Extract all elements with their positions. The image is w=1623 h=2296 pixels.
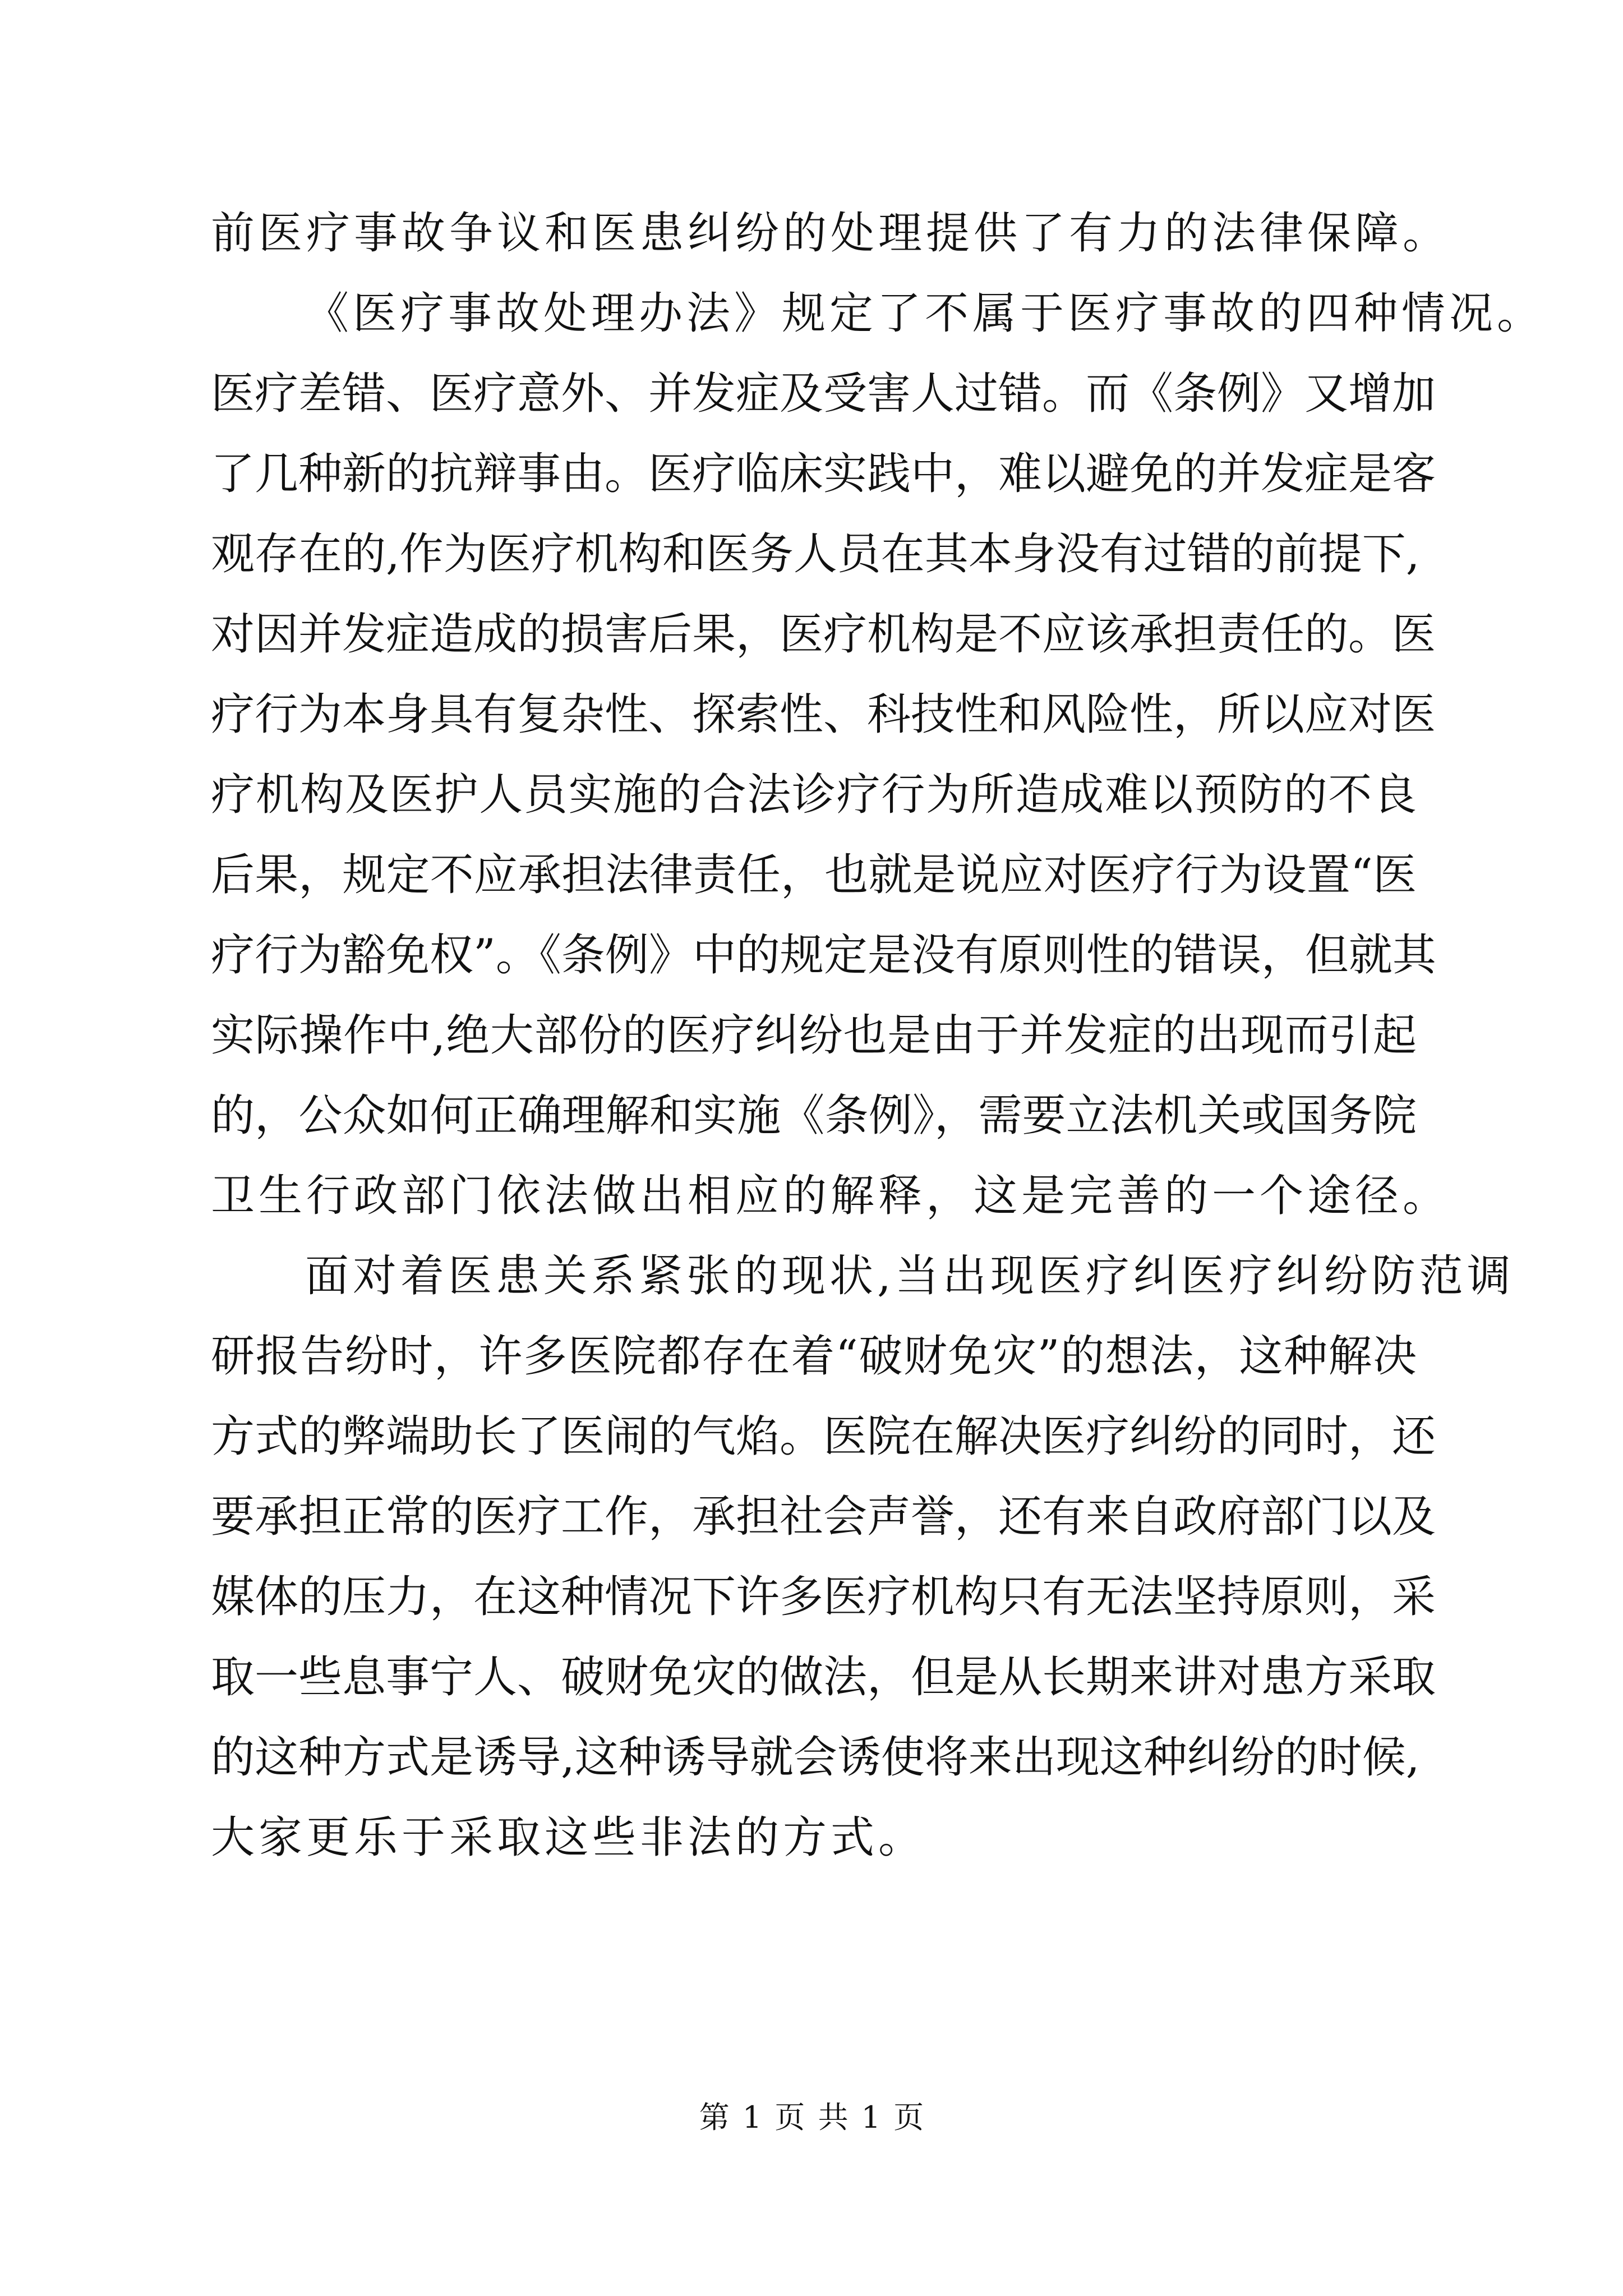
text-line: 媒体的压力，在这种情况下许多医疗机构只有无法坚持原则，采 — [211, 1572, 1436, 1622]
document-body — [211, 194, 1545, 1878]
page-number-text: 第 1 页 共 1 页 — [699, 2100, 924, 2135]
page-footer — [0, 2098, 1623, 2137]
text-line: 疗机构及医护人员实施的合法诊疗行为所造成难以预防的不良 — [211, 770, 1417, 820]
text-line: 研报告纷时，许多医院都存在着“破财免灾”的想法，这种解决 — [211, 1331, 1417, 1382]
paragraph-first-line: 面对着医患关系紧张的现状,当出现医疗纠医疗纠纷防范调 — [305, 1251, 1515, 1301]
text-line: 后果，规定不应承担法律责任，也就是说应对医疗行为设置“医 — [211, 850, 1417, 900]
text-line: 的这种方式是诱导,这种诱导就会诱使将来出现这种纠纷的时候, — [211, 1732, 1420, 1783]
text-line: 对因并发症造成的损害后果，医疗机构是不应该承担责任的。医 — [211, 609, 1436, 660]
text-line: 了几种新的抗辩事由。医疗临床实践中，难以避免的并发症是客 — [211, 449, 1436, 499]
text-line: 卫生行政部门依法做出相应的解释，这是完善的一个途径。 — [211, 1171, 1451, 1221]
paragraph-first-line: 《医疗事故处理办法》规定了不属于医疗事故的四种情况。 — [305, 288, 1545, 339]
text-line: 疗行为豁免权”。《条例》中的规定是没有原则性的错误，但就其 — [211, 930, 1436, 981]
text-line: 取一些息事宁人、破财免灾的做法，但是从长期来讲对患方采取 — [211, 1652, 1436, 1703]
text-line: 医疗差错、医疗意外、并发症及受害人过错。而《条例》又增加 — [211, 369, 1436, 419]
text-line: 实际操作中,绝大部份的医疗纠纷也是由于并发症的出现而引起 — [211, 1010, 1417, 1061]
text-line: 大家更乐于采取这些非法的方式。 — [211, 1812, 926, 1863]
text-line: 要承担正常的医疗工作，承担社会声誉，还有来自政府部门以及 — [211, 1492, 1436, 1542]
text-line: 疗行为本身具有复杂性、探索性、科技性和风险性，所以应对医 — [211, 689, 1436, 740]
text-line: 前医疗事故争议和医患纠纷的处理提供了有力的法律保障。 — [211, 208, 1451, 259]
text-line: 观存在的,作为医疗机构和医务人员在其本身没有过错的前提下, — [211, 529, 1420, 579]
text-line: 的，公众如何正确理解和实施《条例》，需要立法机关或国务院 — [211, 1091, 1417, 1141]
text-line: 方式的弊端助长了医闹的气焰。医院在解决医疗纠纷的同时，还 — [211, 1411, 1436, 1462]
